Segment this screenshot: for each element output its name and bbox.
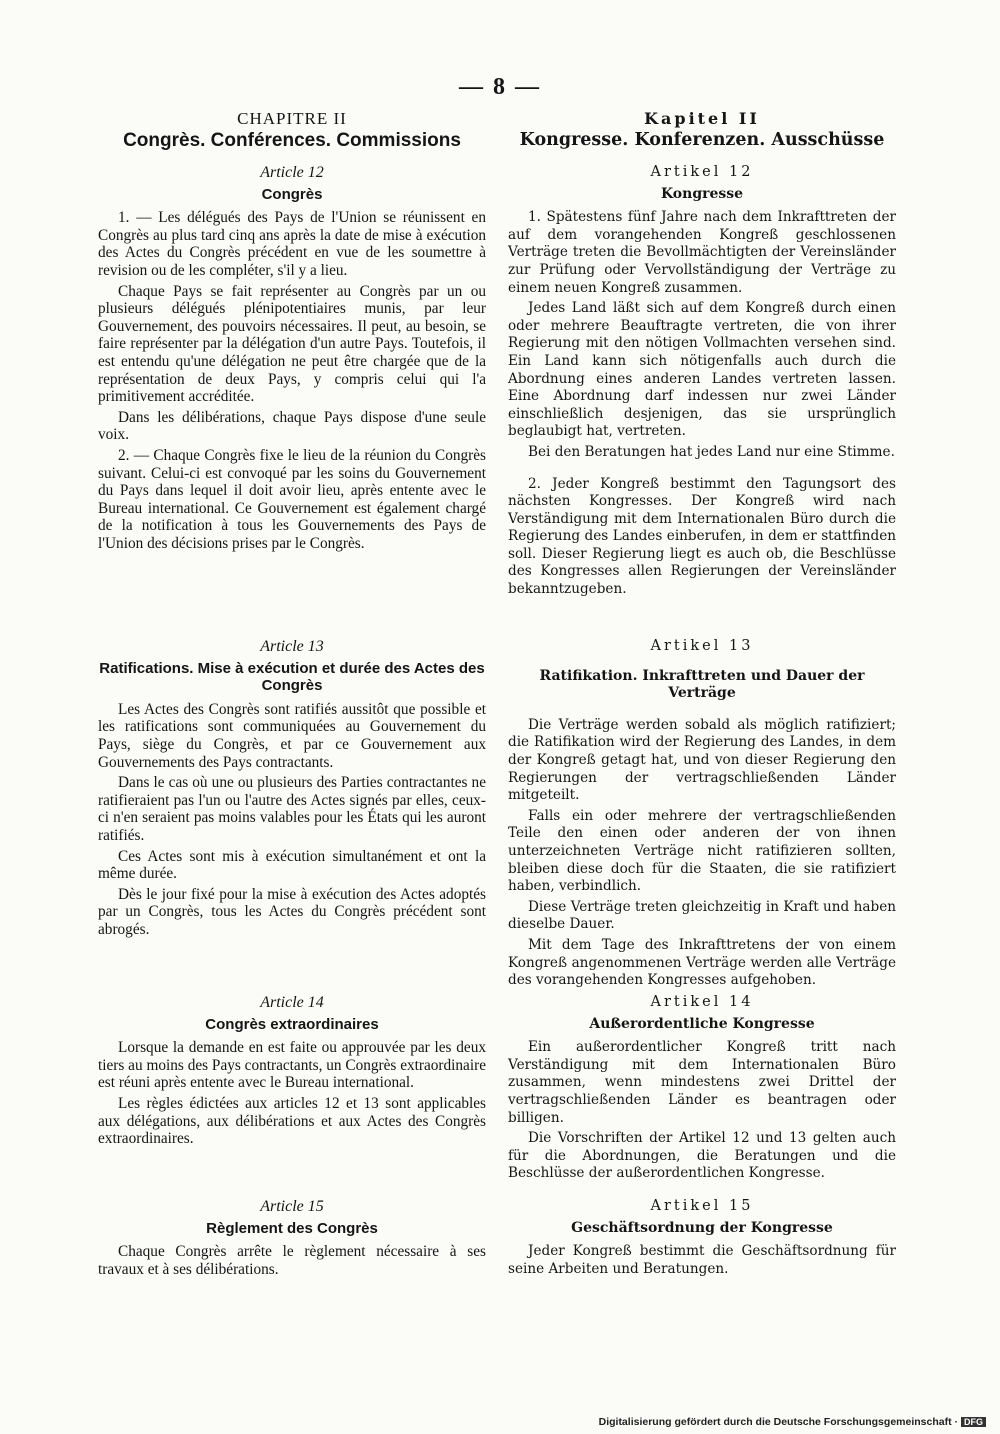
article-12 <box>98 164 486 555</box>
article-14 <box>98 994 486 1151</box>
article-15 <box>508 1198 896 1281</box>
column-french <box>98 109 486 1278</box>
dfg-logo: DFG <box>961 1417 986 1427</box>
article-heading: Geschäftsordnung der Kongresse <box>571 1219 833 1236</box>
article-title: Article 14 <box>260 994 324 1011</box>
paragraph: 2. — Chaque Congrès fixe le lieu de la réunion du Congrès suivant. Celui-ci est convoqué par les soins du Gouvernement du Pays dans lequel il doit avoir lieu, après entente avec le Bureau international. Ce Gouvernement est également chargé de la notification à tous les Gouvernements des Pays de l'Union des décisions prises par le Congrès. <box>98 446 486 552</box>
chapter-title: Congrès. Conférences. Commissions <box>123 129 461 151</box>
paragraph: Dans le cas où une ou plusieurs des Parties contractantes ne ratifieraient pas l'un ou l'autre des Actes signés par elles, ceux-ci n'en seraient pas moins valables pour les États qui les auront ratifiés. <box>98 774 486 844</box>
paragraph: 1. — Les délégués des Pays de l'Union se réunissent en Congrès au plus tard cinq ans après la date de mise à exécution des Actes du Congrès précédent en vue de les soumettre à revision ou de les compléter, s'il y a lieu. <box>98 209 486 279</box>
article-heading: Kongresse <box>660 185 744 202</box>
article-heading: Ratifications. Mise à exécution et durée des Actes des Congrès <box>99 659 485 695</box>
paragraph: Die Vorschriften der Artikel 12 und 13 gelten auch für die Abordnungen, die Beratungen und die Beschlüsse der außerordentlichen Kongresse. <box>508 1130 896 1182</box>
article-heading: Règlement des Congrès <box>206 1219 378 1237</box>
paragraph: Ein außerordentlicher Kongreß tritt nach Verständigung mit dem Internationalen Büro zusammen, wenn mindestens zwei Drittel der vertragschließenden Länder es beantragen oder billigen. <box>508 1039 896 1126</box>
paragraph: Ces Actes sont mis à exécution simultanément et ont la même durée. <box>98 847 486 883</box>
article-title: Article 15 <box>260 1198 324 1215</box>
paragraph: Lorsque la demande en est faite ou approuvée par les deux tiers au moins des Pays contractants, un Congrès extraordinaire est réuni après entente avec le Bureau international. <box>98 1039 486 1092</box>
paragraph: Diese Verträge treten gleichzeitig in Kraft und haben dieselbe Dauer. <box>508 898 896 933</box>
paragraph: Les règles édictées aux articles 12 et 13 sont applicables aux délégations, aux délibérations et aux Actes des Congrès extraordinaires. <box>98 1094 486 1148</box>
article-12 <box>508 164 896 602</box>
paragraph: 1. Spätestens fünf Jahre nach dem Inkrafttreten der auf dem vorangehenden Kongreß geschlossenen Verträge treten die Bevollmächtigten der Vereinsländer zur Prüfung oder Vervollständigung der Verträge zu einem neuen Kongreß zusammen. <box>508 209 896 296</box>
paragraph: Jeder Kongreß bestimmt die Geschäftsordnung für seine Arbeiten und Beratungen. <box>508 1243 896 1277</box>
paragraph: Chaque Congrès arrête le règlement nécessaire à ses travaux et à ses délibérations. <box>98 1243 486 1278</box>
paragraph: Dès le jour fixé pour la mise à exécution des Actes adoptés par un Congrès, tous les Actes du Congrès précédent sont abrogés. <box>98 885 486 938</box>
article-title: Artikel 13 <box>650 638 754 654</box>
chapter-label: CHAPITRE II <box>237 109 347 128</box>
article-13 <box>508 638 896 993</box>
chapter-label: Kapitel II <box>644 109 760 128</box>
article-heading: Congrès <box>261 185 323 203</box>
article-14 <box>508 994 896 1186</box>
article-heading: Congrès extraordinaires <box>205 1015 379 1033</box>
paragraph: Dans les délibérations, chaque Pays dispose d'une seule voix. <box>98 408 486 444</box>
article-title: Article 13 <box>260 638 324 655</box>
chapter-title: Kongresse. Konferenzen. Ausschüsse <box>519 129 885 150</box>
article-heading: Ratifikation. Inkrafttreten und Dauer der Verträge <box>539 667 865 702</box>
digitization-footer <box>599 1416 986 1428</box>
article-title: Article 12 <box>260 164 324 181</box>
article-title: Artikel 15 <box>650 1198 754 1214</box>
paragraph: Falls ein oder mehrere der vertragschließenden Teile den einen oder anderen der von ihnen unterzeichneten Verträge nicht ratifizieren sollten, bleiben diese doch für die Staaten, die sie ratifiziert haben, verbindlich. <box>508 807 896 895</box>
article-15 <box>98 1198 486 1281</box>
article-heading: Außerordentliche Kongresse <box>589 1015 815 1032</box>
article-title: Artikel 12 <box>650 164 754 180</box>
paragraph: Chaque Pays se fait représenter au Congrès par un ou plusieurs délégués plénipotentiaires munis, par leur Gouvernement, des pouvoirs nécessaires. Il peut, au besoin, se faire représenter par la délégation d'un autre Pays. Toutefois, il est entendu qu'une délégation ne peut être chargée que de la représentation de deux Pays, y compris celui qui l'a primitivement accréditée. <box>98 282 486 406</box>
paragraph: Les Actes des Congrès sont ratifiés aussitôt que possible et les ratifications sont communiquées au Gouvernement du Pays, siège du Congrès, et par ce Gouvernement aux Gouvernements des Pays contractants. <box>98 700 486 771</box>
article-13 <box>98 638 486 942</box>
paragraph: Jedes Land läßt sich auf dem Kongreß durch einen oder mehrere Beauftragte vertreten, die von ihrer Regierung mit den nötigen Vollmachten versehen sind. Ein Land kann sich nötigenfalls auch durch die Abordnung eines anderen Landes vertreten lassen. Eine Abordnung darf indessen nur zwei Länder einschließlich desjenigen, das sie ursprünglich beglaubigt hat, vertreten. <box>508 300 896 440</box>
paragraph: Mit dem Tage des Inkrafttretens der von einem Kongreß angenommenen Verträge werden alle Verträge des vorangehenden Kongresses aufgehoben. <box>508 936 896 989</box>
paragraph: 2. Jeder Kongreß bestimmt den Tagungsort des nächsten Kongresses. Der Kongreß wird nach Verständigung mit dem Internationalen Büro durch die Regierung des Landes einberufen, in dem er stattfinden soll. Dieser Regierung liegt es auch ob, die Beschlüsse des Kongresses allen Regierungen der Vereinsländer bekanntzugeben. <box>508 475 896 598</box>
paragraph: Bei den Beratungen hat jedes Land nur eine Stimme. <box>528 443 895 460</box>
page-number: — 8 — <box>459 74 541 100</box>
column-german <box>508 109 896 1277</box>
article-title: Artikel 14 <box>650 994 754 1010</box>
paragraph: Die Verträge werden sobald als möglich ratifiziert; die Ratifikation wird der Regierung des Landes, in dem der Kongreß getagt hat, und von dieser Regierung den Regierungen der vertragschließenden Länder mitgeteilt. <box>508 716 896 804</box>
footer-text: Digitalisierung gefördert durch die Deutsche Forschungsgemeinschaft · <box>598 1416 958 1428</box>
